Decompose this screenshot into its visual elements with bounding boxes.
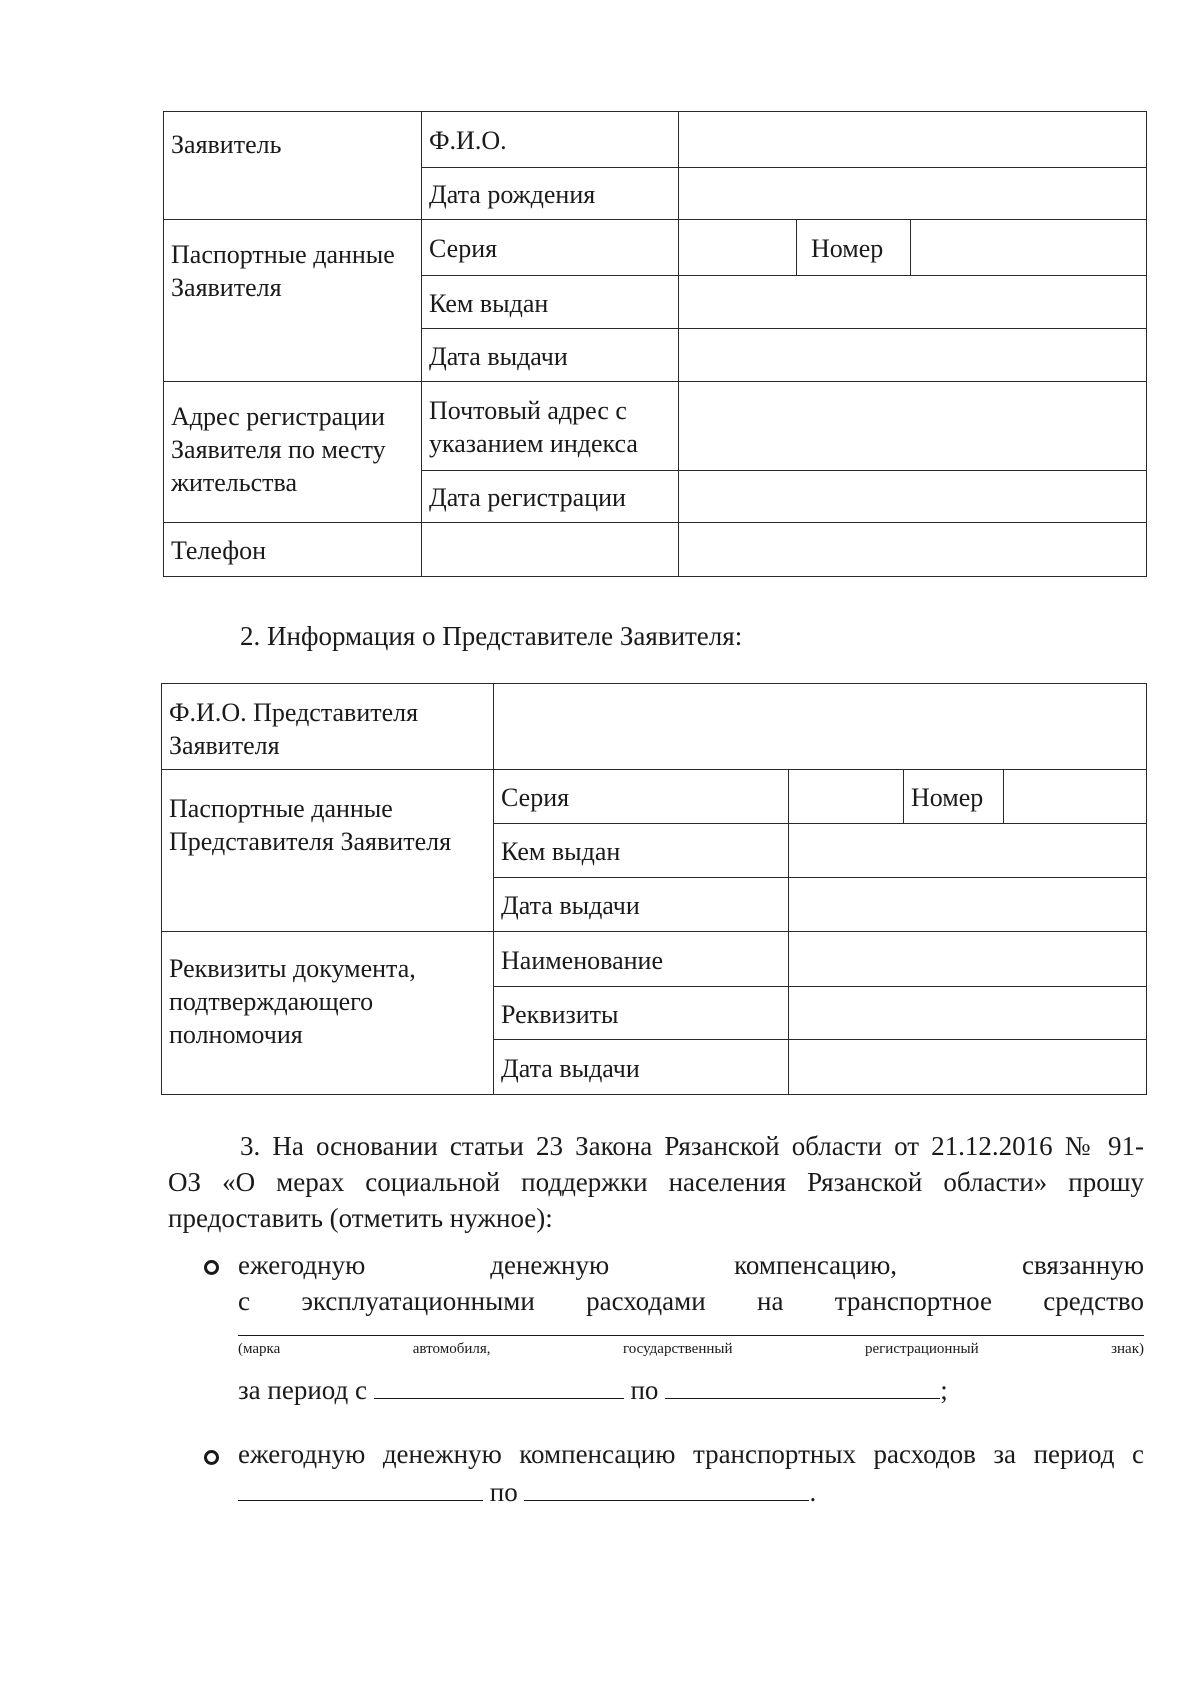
postal-address-field[interactable] [679, 382, 1147, 471]
phone-extra-field[interactable] [679, 523, 1147, 577]
section-3-line-3: предоставить (отметить нужное): [168, 1203, 553, 1233]
option-2-checkbox[interactable] [204, 1450, 219, 1465]
period-from-label: за период с [238, 1375, 367, 1405]
issue-date-label: Дата выдачи [422, 329, 679, 382]
number-label: Номер [797, 220, 911, 276]
representative-table [161, 683, 1147, 1095]
section-3-line-2: ОЗ «О мерах социальной поддержки населения Рязанской области» прошу [168, 1167, 1144, 1197]
rep-number-label: Номер [904, 770, 1004, 824]
section-3-paragraph [168, 1128, 1144, 1236]
period-to-field[interactable] [665, 1372, 940, 1399]
option-2-end-mark: . [809, 1477, 817, 1507]
rep-passport-label: Паспортные данные Представителя Заявителя [162, 770, 494, 932]
birth-date-field[interactable] [679, 168, 1147, 220]
passport-label: Паспортные данные Заявителя [164, 220, 422, 382]
vehicle-caption: (марка автомобиля, государственный регистрационный знак) [238, 1341, 1144, 1357]
rep-series-label: Серия [494, 770, 789, 824]
rep-number-field[interactable] [1004, 770, 1147, 824]
option-2-period [238, 1474, 1144, 1510]
issued-by-label: Кем выдан [422, 276, 679, 329]
section-3-line-1: 3. На основании статьи 23 Закона Рязанской области от 21.12.2016 № 91- [240, 1131, 1144, 1161]
period-to-label: по [630, 1375, 659, 1405]
fio-field[interactable] [679, 112, 1147, 168]
authority-doc-label: Реквизиты документа, подтверждающего полномочия [162, 932, 494, 1095]
phone-field[interactable] [422, 523, 679, 577]
birth-date-label: Дата рождения [422, 168, 679, 220]
rep-issue-date-label: Дата выдачи [494, 878, 789, 932]
authority-name-label: Наименование [494, 932, 789, 987]
option-2-to-label: по [489, 1477, 518, 1507]
option-1-checkbox[interactable] [204, 1260, 219, 1275]
fio-label: Ф.И.О. [422, 112, 679, 168]
option-2-line-1: ежегодную денежную компенсацию транспортных расходов за период с [238, 1439, 1144, 1469]
option-2-from-field[interactable] [238, 1474, 483, 1501]
option-1-period [238, 1372, 1144, 1408]
registration-date-label: Дата регистрации [422, 471, 679, 523]
series-field[interactable] [679, 220, 797, 276]
issue-date-field[interactable] [679, 329, 1147, 382]
vehicle-field[interactable] [238, 1323, 1144, 1336]
authority-name-field[interactable] [789, 932, 1147, 987]
address-label: Адрес регистрации Заявителя по месту жительства [164, 382, 422, 523]
applicant-table [163, 111, 1147, 577]
rep-issue-date-field[interactable] [789, 878, 1147, 932]
issued-by-field[interactable] [679, 276, 1147, 329]
rep-fio-label: Ф.И.О. Представителя Заявителя [162, 684, 494, 770]
section-2-heading: 2. Информация о Представителе Заявителя: [240, 621, 743, 651]
option-1-line-2: с эксплуатационными расходами на транспортное средство [238, 1286, 1144, 1316]
rep-series-field[interactable] [789, 770, 904, 824]
series-label: Серия [422, 220, 679, 276]
rep-fio-field[interactable] [494, 684, 1147, 770]
option-2 [168, 1436, 1144, 1510]
rep-issued-by-label: Кем выдан [494, 824, 789, 878]
authority-issue-date-field[interactable] [789, 1040, 1147, 1095]
applicant-label: Заявитель [164, 112, 422, 220]
authority-details-label: Реквизиты [494, 987, 789, 1040]
rep-issued-by-field[interactable] [789, 824, 1147, 878]
registration-date-field[interactable] [679, 471, 1147, 523]
phone-label: Телефон [164, 523, 422, 577]
period-end-mark: ; [940, 1375, 948, 1405]
period-from-field[interactable] [374, 1372, 624, 1399]
option-1-line-1: ежегодную денежную компенсацию, связанную [238, 1250, 1144, 1280]
option-1 [168, 1247, 1144, 1408]
postal-address-label: Почтовый адрес с указанием индекса [422, 382, 679, 471]
authority-issue-date-label: Дата выдачи [494, 1040, 789, 1095]
number-field[interactable] [911, 220, 1147, 276]
option-2-to-field[interactable] [524, 1474, 809, 1501]
authority-details-field[interactable] [789, 987, 1147, 1040]
